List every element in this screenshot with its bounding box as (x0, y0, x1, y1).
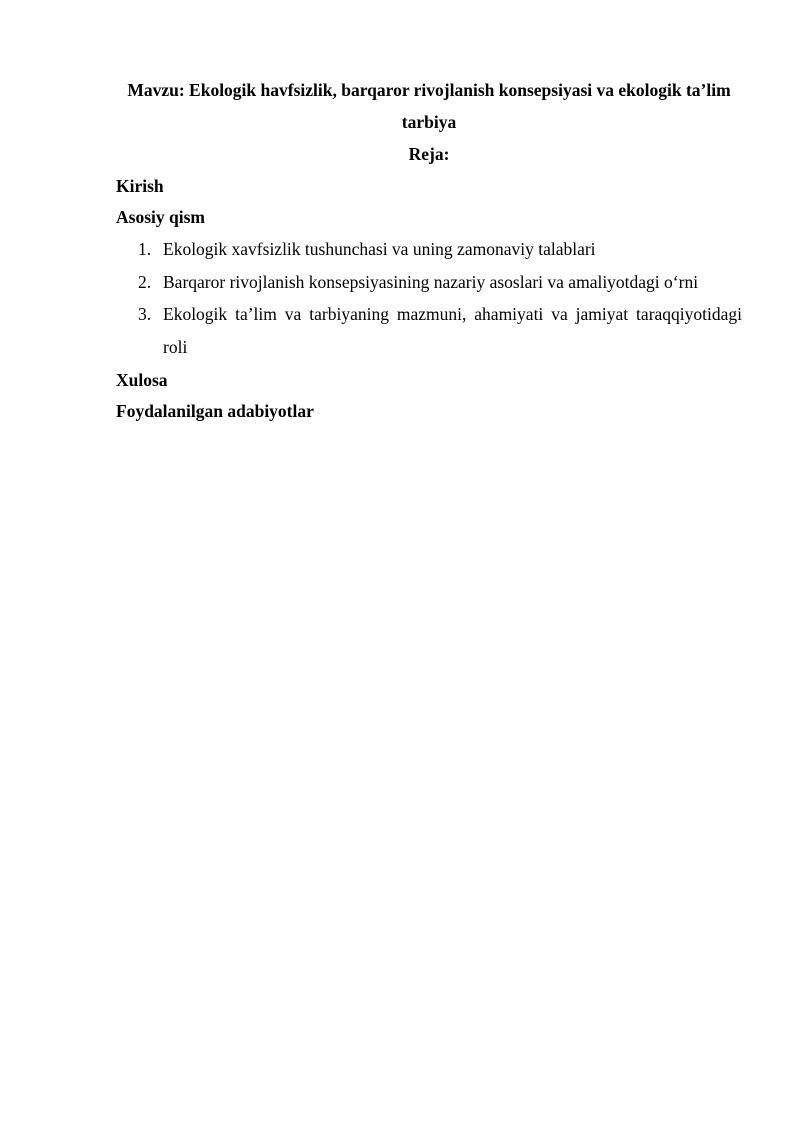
list-item (116, 266, 742, 299)
list-item-number: 3. (138, 304, 152, 324)
list-item-number: 1. (138, 239, 152, 259)
plan-list (116, 233, 742, 363)
list-item-text: Ekologik xavfsizlik tushunchasi va uning zamonaviy talablari (163, 239, 596, 259)
section-main-part: Asosiy qism (116, 207, 205, 227)
document-title: Mavzu: Ekologik havfsizlik, barqaror rivojlanish konsepsiyasi va ekologik ta’lim tarbiya (127, 80, 731, 132)
list-item-text: Ekologik ta’lim va tarbiyaning mazmuni, ahamiyati va jamiyat taraqqiyotidagi roli (163, 304, 742, 357)
list-item (116, 233, 742, 266)
section-conclusion: Xulosa (116, 370, 168, 390)
list-item-number: 2. (138, 271, 152, 292)
section-references: Foydalanilgan adabiyotlar (116, 401, 314, 421)
section-intro: Kirish (116, 176, 164, 196)
plan-heading: Reja: (408, 144, 450, 164)
list-item (116, 298, 742, 363)
list-item-text: Barqaror rivojlanish konsepsiyasining nazariy asoslari va amaliyotdagi o‘rni (163, 271, 699, 292)
